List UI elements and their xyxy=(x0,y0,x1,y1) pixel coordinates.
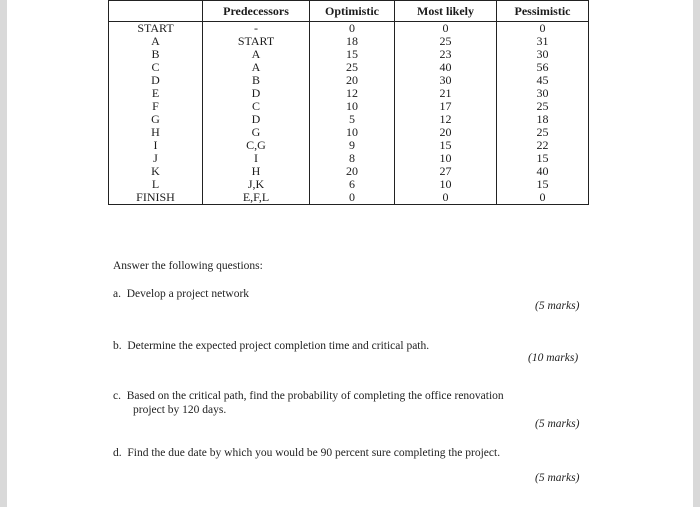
cell-optimistic: 15 xyxy=(310,48,395,61)
activity-table xyxy=(108,0,589,205)
cell-most-likely: 25 xyxy=(395,35,497,48)
cell-most-likely: 20 xyxy=(395,126,497,139)
cell-activity: A xyxy=(109,35,203,48)
cell-activity: H xyxy=(109,126,203,139)
table-row xyxy=(109,22,589,36)
cell-pessimistic: 15 xyxy=(497,178,589,191)
table-header-row xyxy=(109,1,589,22)
header-activity xyxy=(109,1,203,22)
cell-activity: B xyxy=(109,48,203,61)
cell-optimistic: 10 xyxy=(310,100,395,113)
cell-most-likely: 23 xyxy=(395,48,497,61)
question-c-text-line2: project by 120 days. xyxy=(133,404,227,416)
cell-predecessors: H xyxy=(203,165,310,178)
cell-most-likely: 17 xyxy=(395,100,497,113)
cell-optimistic: 10 xyxy=(310,126,395,139)
question-b xyxy=(113,339,429,353)
question-c xyxy=(113,389,504,403)
cell-predecessors: - xyxy=(203,22,310,36)
cell-most-likely: 21 xyxy=(395,87,497,100)
question-a xyxy=(113,287,249,301)
questions-intro: Answer the following questions: xyxy=(113,260,263,272)
cell-activity: C xyxy=(109,61,203,74)
cell-pessimistic: 56 xyxy=(497,61,589,74)
question-d-text: Find the due date by which you would be 90 percent sure completing the project. xyxy=(127,447,501,459)
cell-activity: L xyxy=(109,178,203,191)
cell-predecessors: D xyxy=(203,113,310,126)
cell-optimistic: 12 xyxy=(310,87,395,100)
question-c-marks: (5 marks) xyxy=(535,418,580,430)
question-d-marks: (5 marks) xyxy=(535,472,580,484)
cell-pessimistic: 15 xyxy=(497,152,589,165)
cell-predecessors: A xyxy=(203,48,310,61)
cell-optimistic: 0 xyxy=(310,22,395,36)
cell-predecessors: E,F,L xyxy=(203,191,310,205)
cell-predecessors: START xyxy=(203,35,310,48)
cell-optimistic: 0 xyxy=(310,191,395,205)
cell-predecessors: A xyxy=(203,61,310,74)
question-b-text: Determine the expected project completion time and critical path. xyxy=(127,340,430,352)
cell-activity: I xyxy=(109,139,203,152)
cell-most-likely: 10 xyxy=(395,152,497,165)
cell-pessimistic: 31 xyxy=(497,35,589,48)
cell-predecessors: I xyxy=(203,152,310,165)
header-optimistic: Optimistic xyxy=(310,1,395,22)
cell-predecessors: G xyxy=(203,126,310,139)
right-border xyxy=(693,0,700,507)
question-b-label: b. xyxy=(113,340,122,352)
cell-optimistic: 6 xyxy=(310,178,395,191)
question-c-text-line1: Based on the critical path, find the probability of completing the office renovation xyxy=(126,390,504,402)
cell-activity: D xyxy=(109,74,203,87)
cell-predecessors: D xyxy=(203,87,310,100)
cell-optimistic: 20 xyxy=(310,74,395,87)
cell-pessimistic: 30 xyxy=(497,87,589,100)
question-a-text: Develop a project network xyxy=(126,288,250,300)
header-most-likely: Most likely xyxy=(395,1,497,22)
cell-predecessors: C xyxy=(203,100,310,113)
cell-most-likely: 30 xyxy=(395,74,497,87)
cell-pessimistic: 25 xyxy=(497,100,589,113)
cell-activity: FINISH xyxy=(109,191,203,205)
cell-most-likely: 0 xyxy=(395,191,497,205)
question-d xyxy=(113,446,500,460)
left-border xyxy=(0,0,7,507)
cell-activity: K xyxy=(109,165,203,178)
cell-pessimistic: 25 xyxy=(497,126,589,139)
cell-predecessors: J,K xyxy=(203,178,310,191)
question-c-label: c. xyxy=(113,390,121,402)
cell-activity: E xyxy=(109,87,203,100)
cell-optimistic: 20 xyxy=(310,165,395,178)
question-b-marks: (10 marks) xyxy=(528,352,579,364)
cell-pessimistic: 18 xyxy=(497,113,589,126)
cell-pessimistic: 30 xyxy=(497,48,589,61)
cell-most-likely: 0 xyxy=(395,22,497,36)
cell-pessimistic: 0 xyxy=(497,191,589,205)
header-pessimistic: Pessimistic xyxy=(497,1,589,22)
header-predecessors: Predecessors xyxy=(203,1,310,22)
question-a-label: a. xyxy=(113,288,121,300)
cell-activity: F xyxy=(109,100,203,113)
cell-optimistic: 8 xyxy=(310,152,395,165)
cell-predecessors: B xyxy=(203,74,310,87)
cell-predecessors: C,G xyxy=(203,139,310,152)
cell-optimistic: 25 xyxy=(310,61,395,74)
cell-activity: J xyxy=(109,152,203,165)
table-body xyxy=(109,22,589,205)
cell-activity: G xyxy=(109,113,203,126)
cell-most-likely: 10 xyxy=(395,178,497,191)
cell-optimistic: 5 xyxy=(310,113,395,126)
cell-pessimistic: 45 xyxy=(497,74,589,87)
cell-most-likely: 12 xyxy=(395,113,497,126)
cell-optimistic: 18 xyxy=(310,35,395,48)
cell-most-likely: 15 xyxy=(395,139,497,152)
cell-most-likely: 27 xyxy=(395,165,497,178)
cell-activity: START xyxy=(109,22,203,36)
question-a-marks: (5 marks) xyxy=(535,300,580,312)
table-row xyxy=(109,191,589,205)
cell-most-likely: 40 xyxy=(395,61,497,74)
cell-pessimistic: 0 xyxy=(497,22,589,36)
cell-optimistic: 9 xyxy=(310,139,395,152)
cell-pessimistic: 22 xyxy=(497,139,589,152)
question-d-label: d. xyxy=(113,447,122,459)
cell-pessimistic: 40 xyxy=(497,165,589,178)
